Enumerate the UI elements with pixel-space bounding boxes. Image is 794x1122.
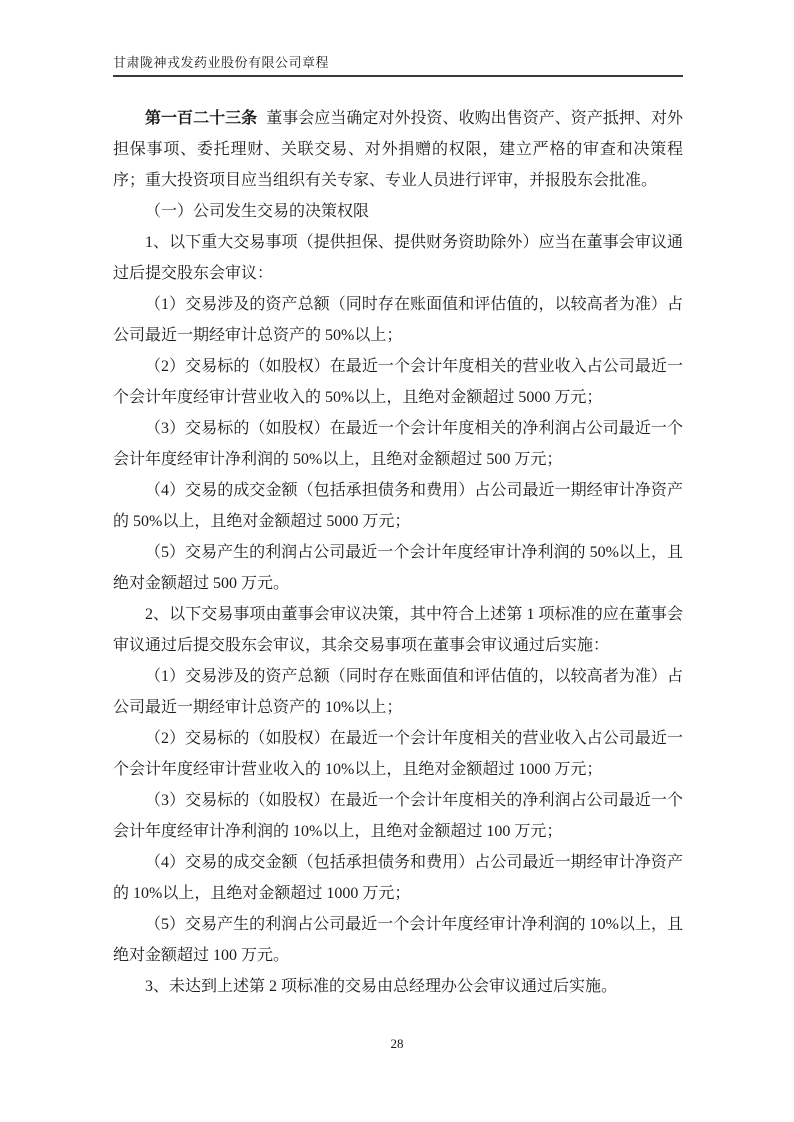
article-number: 第一百二十三条 [145, 110, 258, 127]
paragraph-item-1: 1、以下重大交易事项（提供担保、提供财务资助除外）应当在董事会审议通过后提交股东会审议： [113, 234, 683, 282]
page-header [113, 55, 683, 77]
document-body [113, 103, 683, 1002]
paragraph-item-1-sub-3: （3）交易标的（如股权）在最近一个会计年度相关的净利润占公司最近一个会计年度经审计净利润的 50%以上，且绝对金额超过 500 万元； [113, 420, 683, 468]
paragraph-item-2-sub-4: （4）交易的成交金额（包括承担债务和费用）占公司最近一期经审计净资产的 10%以上，且绝对金额超过 1000 万元； [113, 854, 683, 902]
paragraph-article-123 [113, 103, 683, 196]
page-footer [0, 1036, 794, 1052]
paragraph-item-2-sub-2: （2）交易标的（如股权）在最近一个会计年度相关的营业收入占公司最近一个会计年度经审计营业收入的 10%以上，且绝对金额超过 1000 万元； [113, 730, 683, 778]
article-text: 董事会应当确定对外投资、收购出售资产、资产抵押、对外担保事项、委托理财、关联交易、对外捐赠的权限，建立严格的审查和决策程序；重大投资项目应当组织有关专家、专业人员进行评审，并报股东会批准。 [113, 110, 683, 189]
paragraph-section-1-heading: （一）公司发生交易的决策权限 [145, 203, 370, 220]
page-number: 28 [390, 1036, 404, 1051]
paragraph-item-2-sub-3: （3）交易标的（如股权）在最近一个会计年度相关的净利润占公司最近一个会计年度经审计净利润的 10%以上，且绝对金额超过 100 万元； [113, 792, 683, 840]
paragraph-item-1-sub-5: （5）交易产生的利润占公司最近一个会计年度经审计净利润的 50%以上，且绝对金额超过 500 万元。 [113, 544, 683, 592]
paragraph-item-2-sub-5: （5）交易产生的利润占公司最近一个会计年度经审计净利润的 10%以上，且绝对金额超过 100 万元。 [113, 916, 683, 964]
document-header-title: 甘肃陇神戎发药业股份有限公司章程 [113, 55, 330, 70]
paragraph-item-1-sub-4: （4）交易的成交金额（包括承担债务和费用）占公司最近一期经审计净资产的 50%以上，且绝对金额超过 5000 万元； [113, 482, 683, 530]
paragraph-item-3: 3、未达到上述第 2 项标准的交易由总经理办公会审议通过后实施。 [145, 978, 618, 995]
paragraph-item-1-sub-2: （2）交易标的（如股权）在最近一个会计年度相关的营业收入占公司最近一个会计年度经审计营业收入的 50%以上，且绝对金额超过 5000 万元； [113, 358, 683, 406]
paragraph-item-1-sub-1: （1）交易涉及的资产总额（同时存在账面值和评估值的，以较高者为准）占公司最近一期经审计总资产的 50%以上； [113, 296, 683, 344]
paragraph-item-2-sub-1: （1）交易涉及的资产总额（同时存在账面值和评估值的，以较高者为准）占公司最近一期经审计总资产的 10%以上； [113, 668, 683, 716]
paragraph-item-2: 2、以下交易事项由董事会审议决策，其中符合上述第 1 项标准的应在董事会审议通过后提交股东会审议，其余交易事项在董事会审议通过后实施： [113, 606, 683, 654]
